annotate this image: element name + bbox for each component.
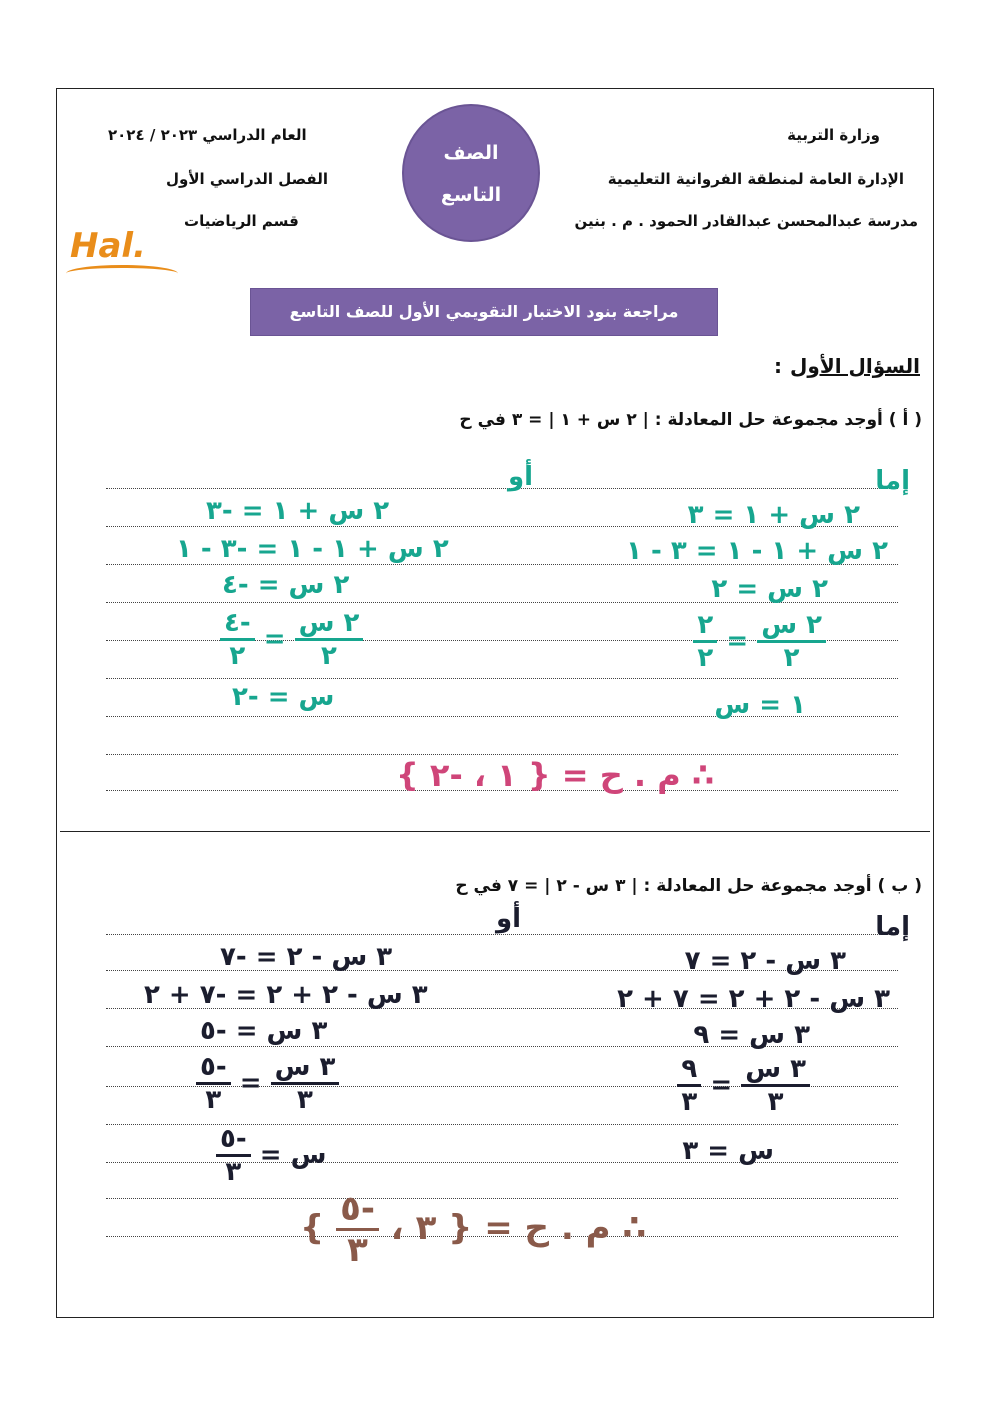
department-name: قسم الرياضيات <box>184 212 299 230</box>
part-b-right-step2: ٣ س - ٢ + ٢ = ٧ + ٢ <box>617 984 890 1014</box>
fraction-numerator: ٩ <box>677 1056 701 1087</box>
part-b-left-step2: ٣ س - ٢ + ٢ = -٧ + ٢ <box>144 980 428 1010</box>
fraction-denominator: ٣ <box>347 1230 368 1270</box>
fraction-denominator: ٢ <box>229 641 246 671</box>
fraction-numerator: ٣ س <box>741 1056 810 1087</box>
part-b-right-step5: س = ٣ <box>682 1136 774 1166</box>
question-heading-colon: : <box>774 354 783 378</box>
part-a-solution-set: ∴ م . ح = { ١ ، -٢ } <box>396 756 715 794</box>
equals-sign: = <box>230 1068 262 1098</box>
part-b-right-step1: ٣ س - ٢ = ٧ <box>684 946 846 976</box>
answer-line <box>106 488 898 489</box>
part-b-either-label: إما <box>875 912 910 942</box>
fraction-numerator: -٥ <box>336 1192 379 1231</box>
fraction <box>220 610 255 669</box>
part-b-left-step5 <box>216 1126 326 1185</box>
part-a-right-step5: ١ = س <box>714 690 806 720</box>
equals-sign: = <box>254 624 286 654</box>
answer-line <box>106 754 898 755</box>
section-divider <box>60 831 930 832</box>
fraction <box>741 1056 810 1115</box>
fraction <box>216 1126 251 1185</box>
part-b-left-step3: ٣ س = -٥ <box>200 1016 328 1046</box>
fraction-numerator: ٢ <box>693 612 717 643</box>
part-b-left-step5-text: س = <box>259 1140 327 1170</box>
answer-line <box>106 934 898 935</box>
part-a-or-label: أو <box>508 462 534 492</box>
fraction-denominator: ٢ <box>697 643 714 673</box>
part-b-right-step4 <box>677 1056 810 1115</box>
equals-sign: = <box>717 626 749 656</box>
fraction-numerator: -٥ <box>216 1126 251 1157</box>
part-a-left-step2: ٢ س + ١ - ١ = -٣ - ١ <box>176 534 449 564</box>
fraction-numerator: ٢ س <box>295 610 364 641</box>
fraction-denominator: ٣ <box>225 1157 242 1187</box>
part-b-solution-prefix: ∴ م . ح = { ٣ ، <box>390 1208 647 1248</box>
directorate-name: الإدارة العامة لمنطقة الفروانية التعليمية <box>607 170 904 188</box>
part-b-right-step3: ٣ س = ٩ <box>693 1020 810 1050</box>
part-a-left-step1: ٢ س + ١ = -٣ <box>206 496 390 526</box>
fraction-denominator: ٣ <box>767 1087 784 1117</box>
ministry-name: وزارة التربية <box>787 126 880 144</box>
part-a-right-step2: ٢ س + ١ - ١ = ٣ - ١ <box>626 536 888 566</box>
part-a-right-step4 <box>693 612 826 671</box>
equals-sign: = <box>701 1070 733 1100</box>
fraction-numerator: -٤ <box>220 610 255 641</box>
fraction-numerator: ٢ س <box>757 612 826 643</box>
fraction-denominator: ٣ <box>297 1085 313 1115</box>
school-name: مدرسة عبدالمحسن عبدالقادر الحمود . م . بنين <box>574 212 918 230</box>
fraction <box>677 1056 701 1115</box>
answer-line <box>106 678 898 679</box>
initials-underline <box>66 265 178 282</box>
fraction <box>271 1054 340 1113</box>
fraction-denominator: ٢ <box>783 643 800 673</box>
fraction-numerator: -٥ <box>196 1054 231 1085</box>
question-heading <box>774 354 920 378</box>
grade-badge-line1: الصف <box>443 142 499 164</box>
fraction <box>757 612 826 671</box>
review-banner: مراجعة بنود الاختبار التقويمي الأول للصف التاسع <box>250 288 718 336</box>
grade-badge-line2: التاسع <box>440 184 502 206</box>
teacher-initials: Hal. <box>70 226 146 266</box>
fraction <box>693 612 717 671</box>
part-a-left-step4 <box>220 610 363 669</box>
part-a-either-label: إما <box>875 466 910 496</box>
fraction-denominator: ٣ <box>205 1085 222 1115</box>
part-a-left-step5: س = -٢ <box>232 682 335 712</box>
part-b-left-step4 <box>196 1054 339 1113</box>
fraction-denominator: ٢ <box>321 641 337 671</box>
part-b-or-label: أو <box>496 904 522 934</box>
fraction-numerator: ٣ س <box>271 1054 340 1085</box>
part-a-right-step1: ٢ س + ١ = ٣ <box>687 500 860 530</box>
part-a-prompt: ( أ ) أوجد مجموعة حل المعادلة : | ٢ س + ١ | = ٣ في ح <box>459 410 922 430</box>
academic-year: العام الدراسي ٢٠٢٣ / ٢٠٢٤ <box>108 126 307 144</box>
part-b-left-step1: ٣ س - ٢ = -٧ <box>220 942 393 972</box>
part-b-prompt: ( ب ) أوجد مجموعة حل المعادلة : | ٣ س - ٢ | = ٧ في ح <box>455 876 922 896</box>
part-b-solution-suffix: } <box>300 1208 325 1248</box>
fraction <box>295 610 364 669</box>
fraction <box>196 1054 231 1113</box>
part-a-right-step3: ٢ س = ٢ <box>711 574 828 604</box>
fraction-denominator: ٣ <box>681 1087 698 1117</box>
part-a-left-step3: ٢ س = -٤ <box>222 570 350 600</box>
question-heading-text: السؤال الأول <box>790 354 920 378</box>
grade-badge <box>404 106 538 240</box>
school-term: الفصل الدراسي الأول <box>166 170 328 188</box>
part-b-solution-set <box>300 1189 647 1270</box>
fraction <box>336 1189 379 1270</box>
